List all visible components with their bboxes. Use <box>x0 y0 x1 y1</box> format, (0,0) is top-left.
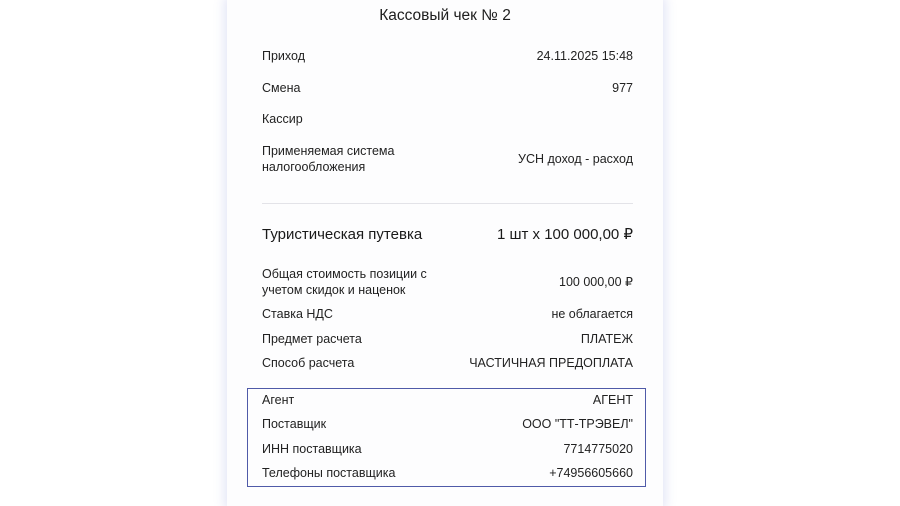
tax-system-label: Применяемая система налогообложения <box>262 144 395 174</box>
row-payment-subject <box>262 331 633 347</box>
supplier-inn-label: ИНН поставщика <box>262 442 362 456</box>
row-supplier-phones <box>262 465 633 481</box>
row-shift <box>262 80 633 96</box>
payment-subject-label: Предмет расчета <box>262 332 362 346</box>
item-name: Туристическая путевка <box>262 226 423 243</box>
supplier-phones-label: Телефоны поставщика <box>262 466 396 480</box>
section-divider <box>262 203 633 204</box>
row-cashier <box>262 111 633 127</box>
row-supplier-inn <box>262 441 633 457</box>
row-tax-system <box>262 143 633 175</box>
tax-system-value: УСН доход - расход <box>518 152 633 166</box>
supplier-phones-value: +74956605660 <box>549 466 633 480</box>
payment-subject-value: ПЛАТЕЖ <box>580 332 633 346</box>
total-cost-value: 100 000,00 ₽ <box>559 275 633 289</box>
vat-label: Ставка НДС <box>262 307 333 321</box>
row-vat <box>262 306 633 322</box>
row-agent <box>262 392 633 408</box>
supplier-label: Поставщик <box>262 417 327 431</box>
shift-value: 977 <box>612 81 633 95</box>
row-item <box>262 227 633 243</box>
row-income <box>262 48 633 64</box>
item-quantity-price: 1 шт x 100 000,00 ₽ <box>496 226 633 243</box>
receipt-card <box>227 0 663 506</box>
row-total-cost <box>262 266 633 298</box>
shift-label: Смена <box>262 81 301 95</box>
payment-method-value: ЧАСТИЧНАЯ ПРЕДОПЛАТА <box>469 356 633 370</box>
cashier-label: Кассир <box>262 112 303 126</box>
supplier-inn-value: 7714775020 <box>563 442 633 456</box>
income-datetime: 24.11.2025 15:48 <box>536 49 633 63</box>
receipt-title: Кассовый чек № 2 <box>379 7 511 24</box>
supplier-value: ООО "ТТ-ТРЭВЕЛ" <box>522 417 633 431</box>
agent-label: Агент <box>262 393 295 407</box>
agent-value: АГЕНТ <box>592 393 633 407</box>
vat-value: не облагается <box>551 307 633 321</box>
row-payment-method <box>262 355 633 371</box>
payment-method-label: Способ расчета <box>262 356 355 370</box>
row-supplier <box>262 416 633 432</box>
income-label: Приход <box>262 49 305 63</box>
total-cost-label: Общая стоимость позиции с учетом скидок и наценок <box>262 267 427 297</box>
